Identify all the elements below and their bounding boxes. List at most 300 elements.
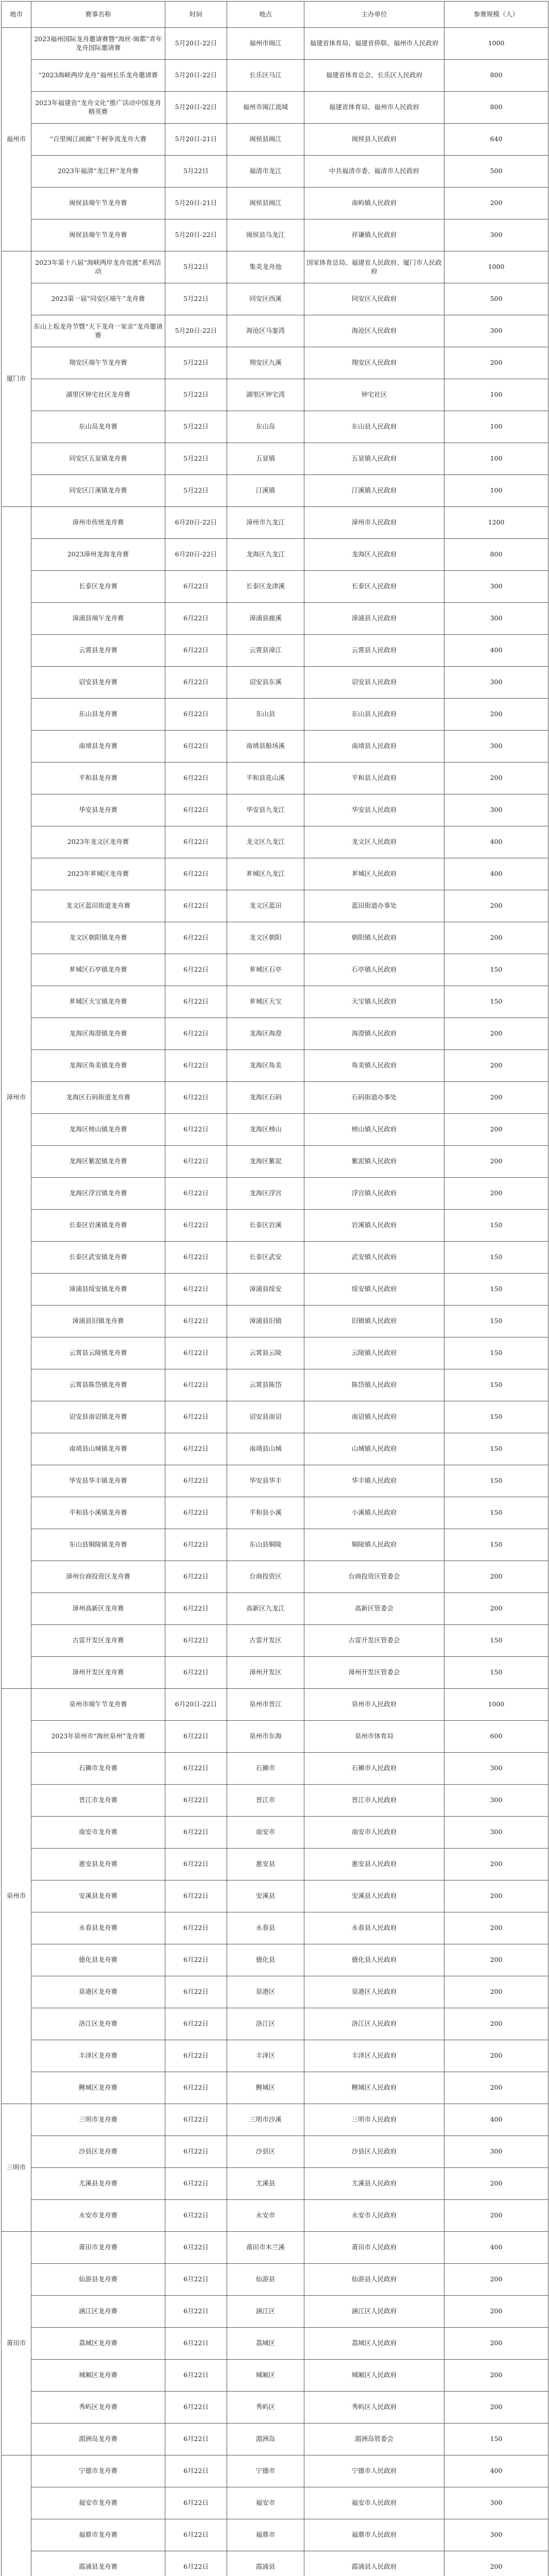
participants-cell: 150 — [444, 1274, 548, 1306]
participants-cell: 200 — [444, 1944, 548, 1976]
time-cell: 6月22日 — [165, 1274, 227, 1306]
time-cell: 6月22日 — [165, 890, 227, 922]
table-row — [2, 188, 548, 219]
participants-cell: 300 — [444, 1753, 548, 1785]
location-cell: 漳州市九龙江 — [227, 507, 304, 539]
table-row — [2, 1625, 548, 1657]
organizer-cell: 武安镇人民政府 — [304, 1242, 444, 1274]
organizer-cell: 南安市人民政府 — [304, 1817, 444, 1849]
participants-cell: 100 — [444, 475, 548, 507]
table-row — [2, 1401, 548, 1433]
table-row — [2, 2296, 548, 2328]
location-cell: 云霄县云陵 — [227, 1337, 304, 1369]
organizer-cell: 龙文区人民政府 — [304, 826, 444, 858]
event-name-cell: 东山上坂龙舟节暨“天下龙舟一家亲”龙舟邀请赛 — [31, 315, 165, 347]
participants-cell: 500 — [444, 156, 548, 188]
event-name-cell: 漳浦县旧镇龙舟赛 — [31, 1306, 165, 1337]
event-name-cell: 福鼎市龙舟赛 — [31, 2519, 165, 2551]
time-cell: 6月22日 — [165, 2360, 227, 2392]
organizer-cell: 旧镇镇人民政府 — [304, 1306, 444, 1337]
event-name-cell: 南安市龙舟赛 — [31, 1817, 165, 1849]
event-name-cell: 古雷开发区龙舟赛 — [31, 1625, 165, 1657]
participants-cell: 300 — [444, 731, 548, 762]
location-cell: 德化县 — [227, 1944, 304, 1976]
location-cell: 平和县小溪 — [227, 1497, 304, 1529]
organizer-cell: 华丰镇人民政府 — [304, 1465, 444, 1497]
location-cell: 东山岛 — [227, 411, 304, 443]
participants-cell: 300 — [444, 2136, 548, 2168]
location-cell: 永安市 — [227, 2200, 304, 2232]
table-row — [2, 347, 548, 379]
time-cell: 5月22日 — [165, 156, 227, 188]
table-row — [2, 2487, 548, 2519]
location-cell: 集美龙舟池 — [227, 251, 304, 283]
table-row — [2, 2168, 548, 2200]
participants-cell: 300 — [444, 2487, 548, 2519]
organizer-cell: 湄洲岛管委会 — [304, 2424, 444, 2455]
time-cell: 6月22日 — [165, 1529, 227, 1561]
table-row — [2, 1018, 548, 1050]
participants-cell: 300 — [444, 794, 548, 826]
table-row — [2, 1433, 548, 1465]
location-cell: 涵江区 — [227, 2296, 304, 2328]
location-cell: 福州市闽江流域 — [227, 92, 304, 124]
time-cell: 6月22日 — [165, 699, 227, 731]
event-name-cell: 云霄县龙舟赛 — [31, 635, 165, 667]
organizer-cell: 诏安县人民政府 — [304, 667, 444, 699]
participants-cell: 400 — [444, 635, 548, 667]
table-row — [2, 858, 548, 890]
event-name-cell: 南靖县龙舟赛 — [31, 731, 165, 762]
table-row — [2, 1976, 548, 2008]
participants-cell: 200 — [444, 1849, 548, 1880]
location-cell: 福州市闽江 — [227, 28, 304, 60]
time-cell: 6月22日 — [165, 2328, 227, 2360]
participants-cell: 1000 — [444, 251, 548, 283]
location-cell: 东山县 — [227, 699, 304, 731]
table-row — [2, 2040, 548, 2072]
table-row — [2, 826, 548, 858]
table-row — [2, 2392, 548, 2424]
location-cell: 龙海区海澄 — [227, 1018, 304, 1050]
time-cell: 6月22日 — [165, 954, 227, 986]
event-name-cell: 德化县龙舟赛 — [31, 1944, 165, 1976]
time-cell: 6月22日 — [165, 2487, 227, 2519]
table-row — [2, 1369, 548, 1401]
location-cell: 长乐区马江 — [227, 60, 304, 92]
organizer-cell: 城厢区人民政府 — [304, 2360, 444, 2392]
table-row — [2, 794, 548, 826]
event-name-cell: 安溪县龙舟赛 — [31, 1880, 165, 1912]
event-name-cell: 尤溪县龙舟赛 — [31, 2168, 165, 2200]
table-row — [2, 1210, 548, 1242]
time-cell: 6月22日 — [165, 2040, 227, 2072]
participants-cell: 200 — [444, 347, 548, 379]
organizer-cell: 泉州市人民政府 — [304, 1689, 444, 1721]
table-row — [2, 2424, 548, 2455]
location-cell: 三明市沙溪 — [227, 2104, 304, 2136]
time-cell: 6月22日 — [165, 2455, 227, 2487]
location-cell: 汀溪镇 — [227, 475, 304, 507]
table-row — [2, 1050, 548, 1082]
participants-cell: 400 — [444, 2104, 548, 2136]
location-cell: 漳浦县旧镇 — [227, 1306, 304, 1337]
time-cell: 6月22日 — [165, 2008, 227, 2040]
event-name-cell: 2023年福清“龙江杯”龙舟赛 — [31, 156, 165, 188]
time-cell: 6月22日 — [165, 858, 227, 890]
participants-cell: 150 — [444, 1657, 548, 1689]
organizer-cell: 永安市人民政府 — [304, 2200, 444, 2232]
event-name-cell: 龙海区海澄镇龙舟赛 — [31, 1018, 165, 1050]
time-cell: 6月22日 — [165, 794, 227, 826]
participants-cell: 300 — [444, 1785, 548, 1817]
event-name-cell: 长泰区武安镇龙舟赛 — [31, 1242, 165, 1274]
time-cell: 6月22日 — [165, 2296, 227, 2328]
table-row — [2, 156, 548, 188]
location-cell: 南靖县山城 — [227, 1433, 304, 1465]
table-row — [2, 411, 548, 443]
location-cell: 闽侯县乌龙江 — [227, 219, 304, 251]
location-cell: 洛江区 — [227, 2008, 304, 2040]
location-cell: 莆田市木兰溪 — [227, 2232, 304, 2264]
event-name-cell: 2023年福建省“龙舟文化”推广活动中国龙舟精英赛 — [31, 92, 165, 124]
organizer-cell: 铜陵镇人民政府 — [304, 1529, 444, 1561]
participants-cell: 150 — [444, 1242, 548, 1274]
table-row — [2, 1817, 548, 1849]
time-cell: 5月20日-22日 — [165, 219, 227, 251]
location-cell: 东山县铜陵 — [227, 1529, 304, 1561]
event-name-cell: 诏安县龙舟赛 — [31, 667, 165, 699]
event-name-cell: 平和县龙舟赛 — [31, 762, 165, 794]
participants-cell: 200 — [444, 1082, 548, 1114]
event-name-cell: 芗城区石亭镇龙舟赛 — [31, 954, 165, 986]
organizer-cell: 福安市人民政府 — [304, 2487, 444, 2519]
organizer-cell: 永春县人民政府 — [304, 1912, 444, 1944]
participants-cell: 100 — [444, 411, 548, 443]
table-row — [2, 2328, 548, 2360]
event-name-cell: 2023第一届“同安区端午”龙舟赛 — [31, 283, 165, 315]
participants-cell: 200 — [444, 2264, 548, 2296]
event-name-cell: 泉州市端午节龙舟赛 — [31, 1689, 165, 1721]
organizer-cell: 蓝田街道办事处 — [304, 890, 444, 922]
table-row — [2, 1274, 548, 1306]
organizer-cell: 漳浦县人民政府 — [304, 603, 444, 635]
table-row — [2, 2455, 548, 2487]
table-row — [2, 635, 548, 667]
table-row — [2, 60, 548, 92]
organizer-cell: 钟宅社区 — [304, 379, 444, 411]
participants-cell: 150 — [444, 1337, 548, 1369]
organizer-cell: 福建省体育总会、长乐区人民政府 — [304, 60, 444, 92]
header-location: 地点 — [227, 2, 304, 28]
organizer-cell: 鲤城区人民政府 — [304, 2072, 444, 2104]
time-cell: 6月22日 — [165, 2072, 227, 2104]
time-cell: 6月22日 — [165, 603, 227, 635]
location-cell: 鲤城区 — [227, 2072, 304, 2104]
location-cell: 海沧区马銮湾 — [227, 315, 304, 347]
table-row — [2, 251, 548, 283]
time-cell: 6月22日 — [165, 1082, 227, 1114]
event-name-cell: 霞浦县龙舟赛 — [31, 2551, 165, 2576]
table-row — [2, 28, 548, 60]
time-cell: 6月22日 — [165, 1369, 227, 1401]
organizer-cell: 海沧区人民政府 — [304, 315, 444, 347]
location-cell: 同安区西溪 — [227, 283, 304, 315]
participants-cell: 150 — [444, 1529, 548, 1561]
table-row — [2, 1561, 548, 1593]
table-row — [2, 2136, 548, 2168]
time-cell: 6月22日 — [165, 1433, 227, 1465]
table-row — [2, 1337, 548, 1369]
event-name-cell: 漳浦县端午龙舟赛 — [31, 603, 165, 635]
organizer-cell: 荔城区人民政府 — [304, 2328, 444, 2360]
table-row — [2, 1114, 548, 1146]
participants-cell: 300 — [444, 2519, 548, 2551]
table-row — [2, 1689, 548, 1721]
table-row — [2, 1593, 548, 1625]
organizer-cell: 三明市人民政府 — [304, 2104, 444, 2136]
participants-cell: 200 — [444, 1050, 548, 1082]
participants-cell: 300 — [444, 1817, 548, 1849]
organizer-cell: 龙海区人民政府 — [304, 539, 444, 571]
organizer-cell: 尤溪县人民政府 — [304, 2168, 444, 2200]
table-row — [2, 2264, 548, 2296]
time-cell: 6月22日 — [165, 922, 227, 954]
time-cell: 6月22日 — [165, 1210, 227, 1242]
location-cell: 漳浦县鹿溪 — [227, 603, 304, 635]
time-cell: 5月22日 — [165, 379, 227, 411]
time-cell: 6月22日 — [165, 571, 227, 603]
event-name-cell: 龙文区蓝田街道龙舟赛 — [31, 890, 165, 922]
participants-cell: 1200 — [444, 507, 548, 539]
location-cell: 闽侯县闽江 — [227, 124, 304, 156]
time-cell: 6月22日 — [165, 635, 227, 667]
participants-cell: 1000 — [444, 28, 548, 60]
location-cell: 龙海区紫泥 — [227, 1146, 304, 1178]
organizer-cell: 古雷开发区管委会 — [304, 1625, 444, 1657]
event-name-cell: 平和县小溪镇龙舟赛 — [31, 1497, 165, 1529]
time-cell: 6月20日-22日 — [165, 1689, 227, 1721]
organizer-cell: 石码街道办事处 — [304, 1082, 444, 1114]
table-row — [2, 1753, 548, 1785]
time-cell: 6月22日 — [165, 1242, 227, 1274]
event-name-cell: 翔安区端午节龙舟赛 — [31, 347, 165, 379]
event-name-cell: 2023年泉州市“海丝泉州”龙舟赛 — [31, 1721, 165, 1753]
time-cell: 6月22日 — [165, 2104, 227, 2136]
table-row — [2, 443, 548, 475]
participants-cell: 200 — [444, 1912, 548, 1944]
city-cell: 三明市 — [2, 2104, 31, 2232]
participants-cell: 400 — [444, 2232, 548, 2264]
event-name-cell: 沙县区龙舟赛 — [31, 2136, 165, 2168]
location-cell: 漳州开发区 — [227, 1657, 304, 1689]
organizer-cell: 晋江市人民政府 — [304, 1785, 444, 1817]
location-cell: 丰泽区 — [227, 2040, 304, 2072]
table-row — [2, 379, 548, 411]
organizer-cell: 沙县区人民政府 — [304, 2136, 444, 2168]
time-cell: 5月20日-22日 — [165, 315, 227, 347]
participants-cell: 150 — [444, 1401, 548, 1433]
event-name-cell: 宁德市龙舟赛 — [31, 2455, 165, 2487]
table-row — [2, 475, 548, 507]
participants-cell: 150 — [444, 1369, 548, 1401]
header-row — [2, 2, 548, 28]
time-cell: 6月22日 — [165, 1306, 227, 1337]
location-cell: 龙海区榜山 — [227, 1114, 304, 1146]
organizer-cell: 绥安镇人民政府 — [304, 1274, 444, 1306]
event-name-cell: 漳州开发区龙舟赛 — [31, 1657, 165, 1689]
event-name-cell: 龙文区朝阳镇龙舟赛 — [31, 922, 165, 954]
table-row — [2, 2200, 548, 2232]
participants-cell: 200 — [444, 2072, 548, 2104]
time-cell: 6月22日 — [165, 1625, 227, 1657]
location-cell: 南靖县船场溪 — [227, 731, 304, 762]
organizer-cell: 南屿镇人民政府 — [304, 188, 444, 219]
organizer-cell: 长泰区人民政府 — [304, 571, 444, 603]
organizer-cell: 海澄镇人民政府 — [304, 1018, 444, 1050]
organizer-cell: 石狮市人民政府 — [304, 1753, 444, 1785]
event-name-cell: 泉港区龙舟赛 — [31, 1976, 165, 2008]
location-cell: 霞浦县 — [227, 2551, 304, 2576]
organizer-cell: 福建省体育局、福建省侨联、福州市人民政府 — [304, 28, 444, 60]
organizer-cell: 泉州市体育局 — [304, 1721, 444, 1753]
participants-cell: 300 — [444, 571, 548, 603]
event-name-cell: 云霄县云陵镇龙舟赛 — [31, 1337, 165, 1369]
time-cell: 6月22日 — [165, 1593, 227, 1625]
participants-cell: 200 — [444, 699, 548, 731]
organizer-cell: 石亭镇人民政府 — [304, 954, 444, 986]
location-cell: 平和县花山溪 — [227, 762, 304, 794]
participants-cell: 150 — [444, 986, 548, 1018]
event-name-cell: 石狮市龙舟赛 — [31, 1753, 165, 1785]
organizer-cell: 福建省体育局、福州市人民政府 — [304, 92, 444, 124]
table-row — [2, 603, 548, 635]
time-cell: 6月22日 — [165, 1721, 227, 1753]
event-name-cell: 同安区汀溪镇龙舟赛 — [31, 475, 165, 507]
location-cell: 龙海区浮宫 — [227, 1178, 304, 1210]
location-cell: 芗城区天宝 — [227, 986, 304, 1018]
table-row — [2, 922, 548, 954]
table-row — [2, 283, 548, 315]
event-name-cell: 2023年芗城区龙舟赛 — [31, 858, 165, 890]
event-name-cell: 龙海区角美镇龙舟赛 — [31, 1050, 165, 1082]
participants-cell: 200 — [444, 2360, 548, 2392]
event-name-cell: 永安市龙舟赛 — [31, 2200, 165, 2232]
time-cell: 5月22日 — [165, 251, 227, 283]
table-row — [2, 762, 548, 794]
organizer-cell: 中共福清市委、福清市人民政府 — [304, 156, 444, 188]
participants-cell: 200 — [444, 922, 548, 954]
event-name-cell: 漳浦县绥安镇龙舟赛 — [31, 1274, 165, 1306]
participants-cell: 150 — [444, 1465, 548, 1497]
time-cell: 5月20日-21日 — [165, 188, 227, 219]
city-cell — [2, 2455, 31, 2576]
event-name-cell: 云霄县陈岱镇龙舟赛 — [31, 1369, 165, 1401]
event-name-cell: 丰泽区龙舟赛 — [31, 2040, 165, 2072]
participants-cell: 300 — [444, 603, 548, 635]
participants-cell: 400 — [444, 858, 548, 890]
organizer-cell: 涵江区人民政府 — [304, 2296, 444, 2328]
organizer-cell: 角美镇人民政府 — [304, 1050, 444, 1082]
table-row — [2, 1880, 548, 1912]
table-row — [2, 1306, 548, 1337]
participants-cell: 200 — [444, 1561, 548, 1593]
city-cell: 福州市 — [2, 28, 31, 251]
table-row — [2, 1146, 548, 1178]
location-cell: 龙海区石码 — [227, 1082, 304, 1114]
event-name-cell: 南靖县山城镇龙舟赛 — [31, 1433, 165, 1465]
organizer-cell: 秀屿区人民政府 — [304, 2392, 444, 2424]
event-name-cell: 漳州台商投资区龙舟赛 — [31, 1561, 165, 1593]
participants-cell: 150 — [444, 1433, 548, 1465]
table-row — [2, 1721, 548, 1753]
organizer-cell: 东山县人民政府 — [304, 699, 444, 731]
time-cell: 6月22日 — [165, 1178, 227, 1210]
event-name-cell: 龙海区紫泥镇龙舟赛 — [31, 1146, 165, 1178]
header-time: 时间 — [165, 2, 227, 28]
event-name-cell: “百里闽江画廊”千舸争流龙舟大赛 — [31, 124, 165, 156]
organizer-cell: 紫泥镇人民政府 — [304, 1146, 444, 1178]
table-row — [2, 1242, 548, 1274]
participants-cell: 100 — [444, 379, 548, 411]
time-cell: 6月22日 — [165, 2519, 227, 2551]
participants-cell: 100 — [444, 443, 548, 475]
table-row — [2, 1178, 548, 1210]
table-row — [2, 2232, 548, 2264]
location-cell: 诏安县南诏 — [227, 1401, 304, 1433]
participants-cell: 800 — [444, 60, 548, 92]
participants-cell: 300 — [444, 667, 548, 699]
participants-cell: 200 — [444, 1976, 548, 2008]
time-cell: 6月22日 — [165, 1880, 227, 1912]
table-row — [2, 2360, 548, 2392]
time-cell: 6月22日 — [165, 2264, 227, 2296]
participants-cell: 150 — [444, 1625, 548, 1657]
event-name-cell: 华安县龙舟赛 — [31, 794, 165, 826]
participants-cell: 200 — [444, 188, 548, 219]
event-name-cell: 诏安县南诏镇龙舟赛 — [31, 1401, 165, 1433]
organizer-cell: 陈岱镇人民政府 — [304, 1369, 444, 1401]
organizer-cell: 霞浦县人民政府 — [304, 2551, 444, 2576]
time-cell: 6月22日 — [165, 2392, 227, 2424]
time-cell: 6月22日 — [165, 762, 227, 794]
organizer-cell: 宁德市人民政府 — [304, 2455, 444, 2487]
event-name-cell: 湄洲岛龙舟赛 — [31, 2424, 165, 2455]
time-cell: 6月22日 — [165, 1497, 227, 1529]
location-cell: 泉港区 — [227, 1976, 304, 2008]
location-cell: 华安县华丰 — [227, 1465, 304, 1497]
organizer-cell: 漳州开发区管委会 — [304, 1657, 444, 1689]
time-cell: 6月22日 — [165, 1337, 227, 1369]
organizer-cell: 东山县人民政府 — [304, 411, 444, 443]
event-name-cell: 芗城区天宝镇龙舟赛 — [31, 986, 165, 1018]
header-participants: 参赛规模（人） — [444, 2, 548, 28]
participants-cell: 150 — [444, 1497, 548, 1529]
location-cell: 荔城区 — [227, 2328, 304, 2360]
location-cell: 龙海区九龙江 — [227, 539, 304, 571]
event-name-cell: 鲤城区龙舟赛 — [31, 2072, 165, 2104]
city-cell: 莆田市 — [2, 2232, 31, 2455]
participants-cell: 200 — [444, 2328, 548, 2360]
event-name-cell: “2023海峡两岸龙舟”福州长乐龙舟邀请赛 — [31, 60, 165, 92]
organizer-cell: 洛江区人民政府 — [304, 2008, 444, 2040]
organizer-cell: 南诏镇人民政府 — [304, 1401, 444, 1433]
location-cell: 湖里区钟宅湾 — [227, 379, 304, 411]
participants-cell: 200 — [444, 2200, 548, 2232]
event-name-cell: 同安区五显镇龙舟赛 — [31, 443, 165, 475]
time-cell: 6月22日 — [165, 986, 227, 1018]
events-table — [1, 1, 548, 2576]
